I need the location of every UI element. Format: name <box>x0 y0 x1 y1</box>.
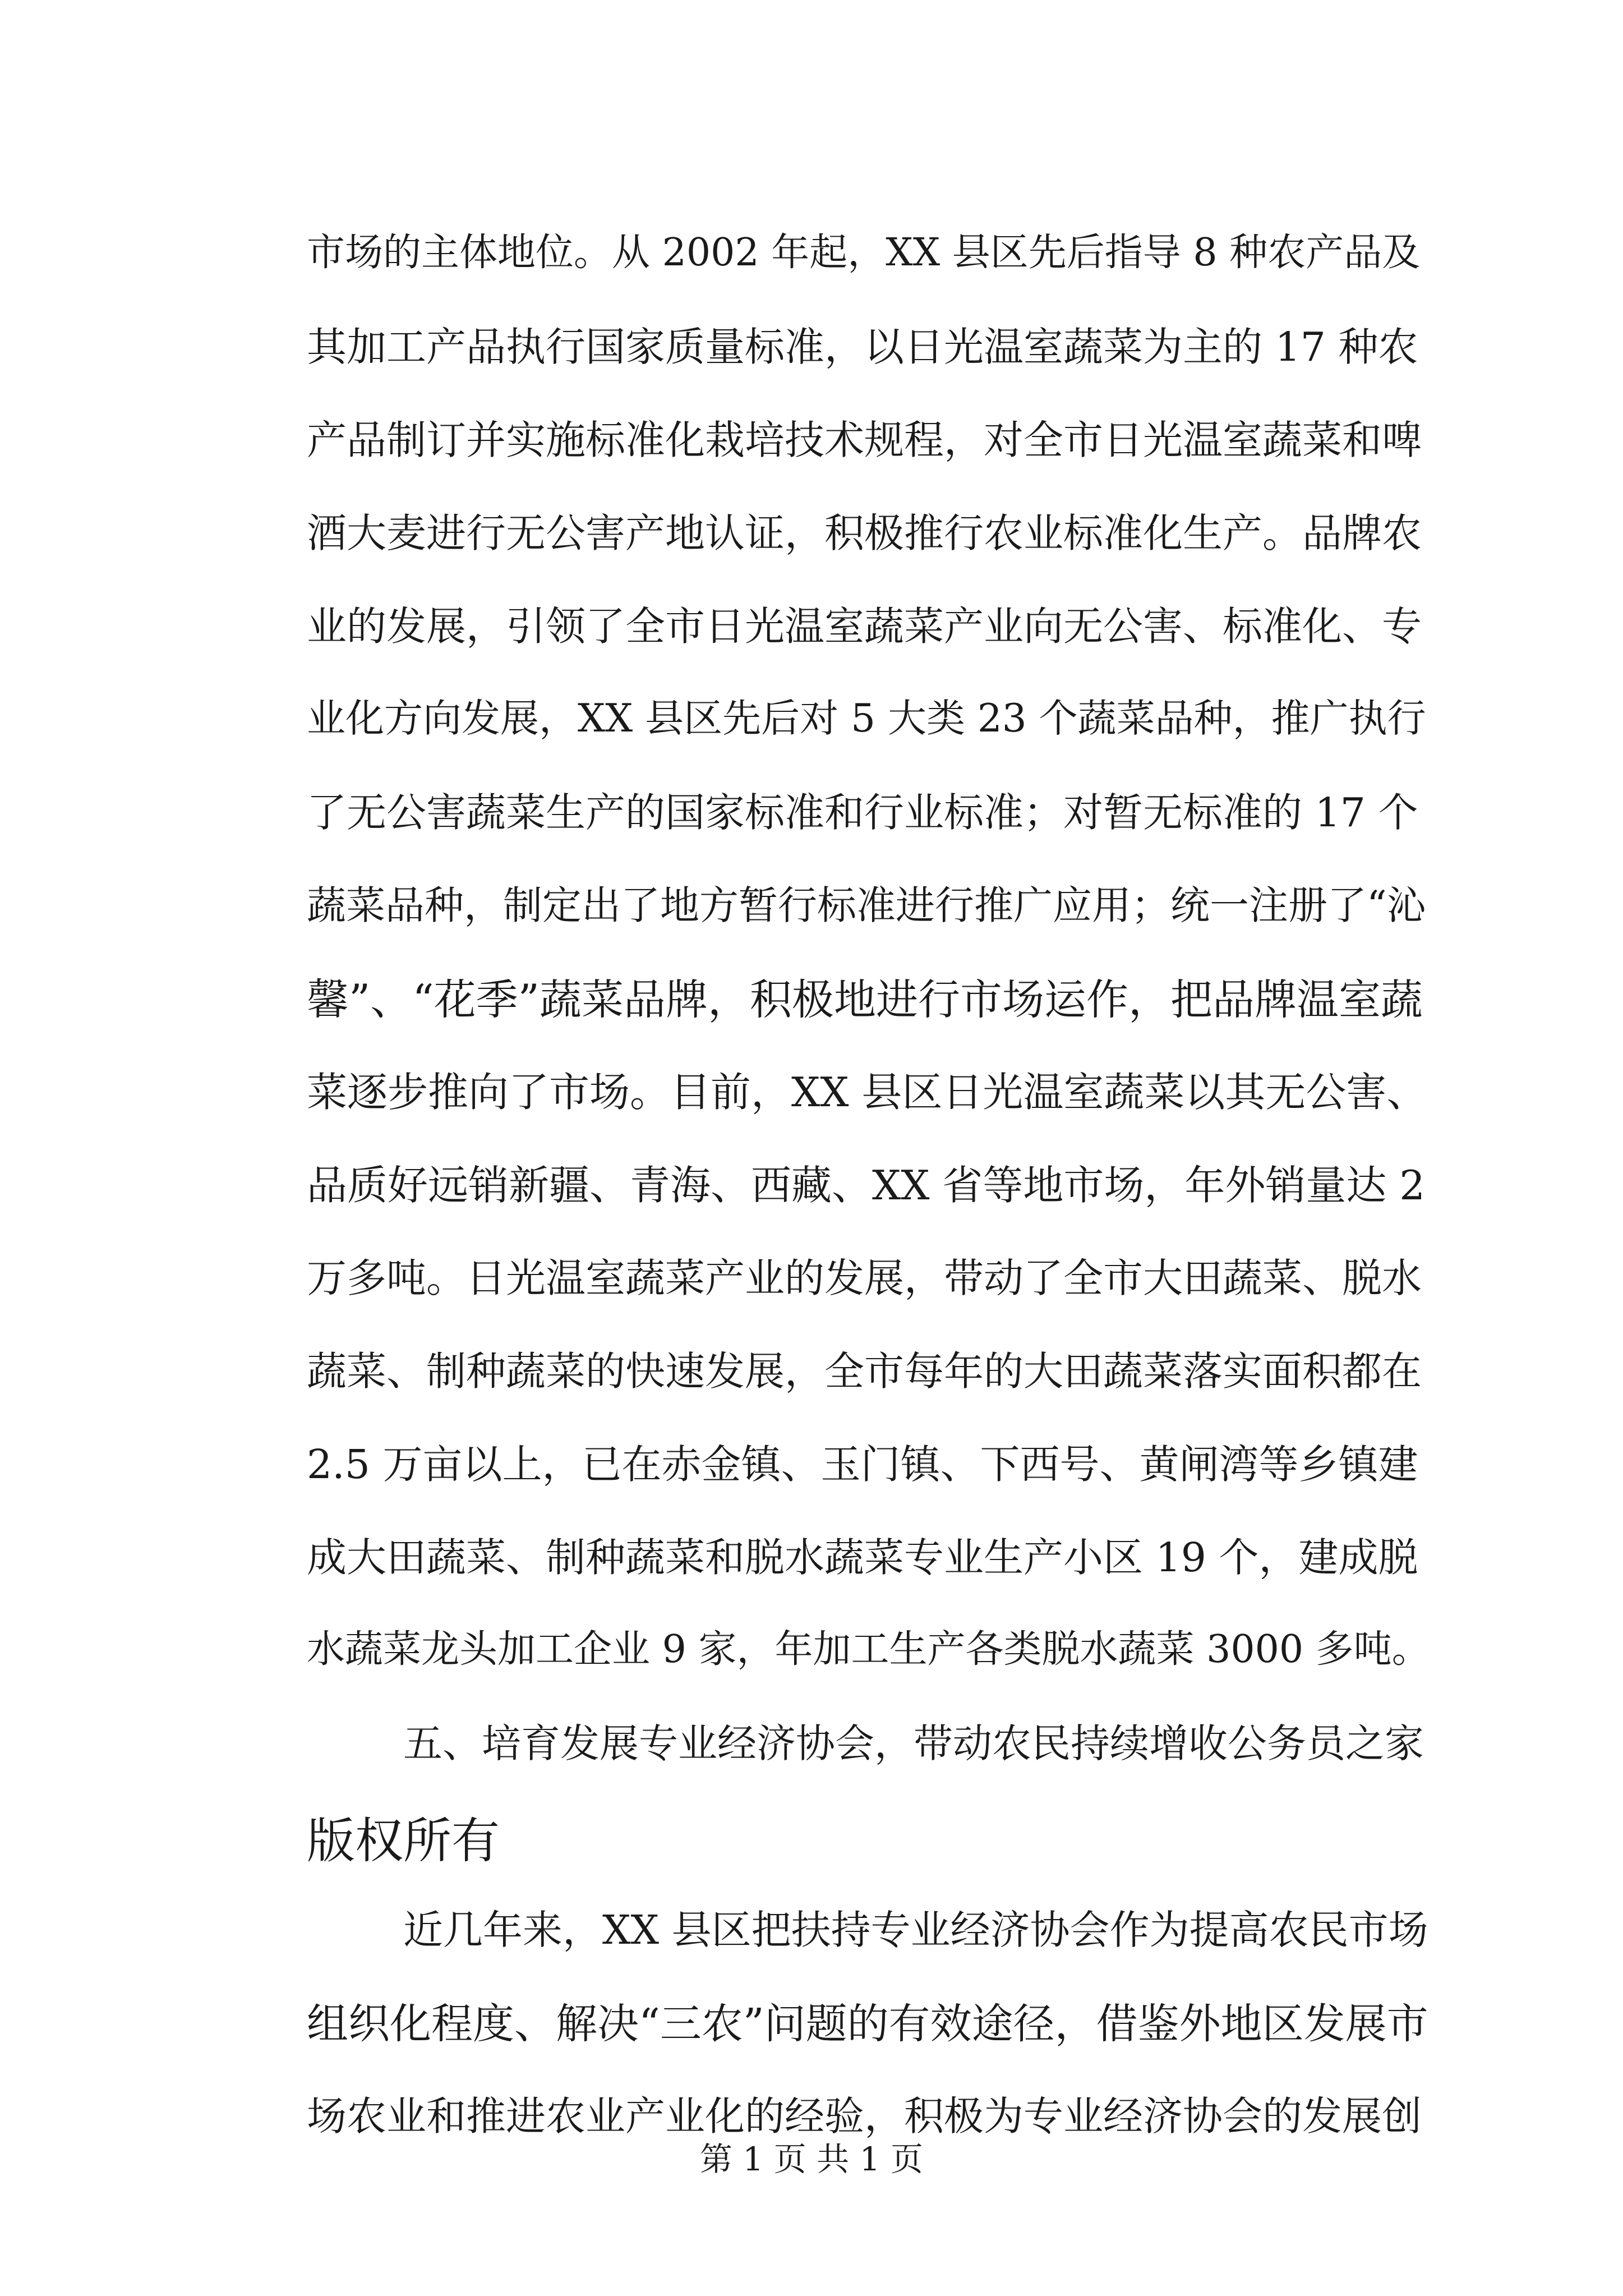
section-heading: 五、培育发展专业经济协会，带动农民持续增收公务员之家 <box>403 1720 1424 1766</box>
page-number-footer: 第 1 页 共 1 页 <box>700 2140 923 2178</box>
text-line: 2.5 万亩以上，已在赤金镇、玉门镇、下西号、黄闸湾等乡镇建 <box>307 1441 1418 1488</box>
text-line: 酒大麦进行无公害产地认证，积极推行农业标准化生产。品牌农 <box>307 510 1422 556</box>
text-line: 了无公害蔬菜生产的国家标准和行业标准；对暂无标准的 17 个 <box>307 789 1418 836</box>
text-line: 蔬菜、制种蔬菜的快速发展，全市每年的大田蔬菜落实面积都在 <box>307 1348 1422 1395</box>
text-line: 水蔬菜龙头加工企业 9 家，年加工生产各类脱水蔬菜 3000 多吨。 <box>307 1627 1430 1672</box>
text-line: 蔬菜品种，制定出了地方暂行标准进行推广应用；统一注册了“沁 <box>307 882 1426 928</box>
paragraph-first-line: 近几年来，XX 县区把扶持专业经济协会作为提高农民市场 <box>403 1907 1428 1953</box>
text-line: 场农业和推进农业产业化的经验，积极为专业经济协会的发展创 <box>307 2093 1422 2139</box>
text-line: 其加工产品执行国家质量标准，以日光温室蔬菜为主的 17 种农 <box>307 324 1418 370</box>
text-line: 组织化程度、解决“三农”问题的有效途径，借鉴外地区发展市 <box>307 2000 1428 2048</box>
text-line: 市场的主体地位。从 2002 年起，XX 县区先后指导 8 种农产品及 <box>307 231 1421 275</box>
text-line: 馨”、“花季”蔬菜品牌，积极地进行市场运作，把品牌温室蔬 <box>307 975 1423 1024</box>
text-line: 业化方向发展，XX 县区先后对 5 大类 23 个蔬菜品种，推广执行 <box>307 696 1426 741</box>
text-line: 业的发展，引领了全市日光温室蔬菜产业向无公害、标准化、专 <box>307 603 1422 650</box>
text-line: 成大田蔬菜、制种蔬菜和脱水蔬菜专业生产小区 19 个，建成脱 <box>307 1534 1418 1581</box>
text-line: 品质好远销新疆、青海、西藏、XX 省等地市场，年外销量达 2 <box>307 1162 1426 1209</box>
section-heading-continued: 版权所有 <box>307 1813 500 1869</box>
text-line: 菜逐步推向了市场。目前，XX 县区日光温室蔬菜以其无公害、 <box>307 1069 1427 1116</box>
text-line: 万多吨。日光温室蔬菜产业的发展，带动了全市大田蔬菜、脱水 <box>307 1255 1422 1301</box>
text-line: 产品制订并实施标准化栽培技术规程，对全市日光温室蔬菜和啤 <box>307 417 1422 463</box>
